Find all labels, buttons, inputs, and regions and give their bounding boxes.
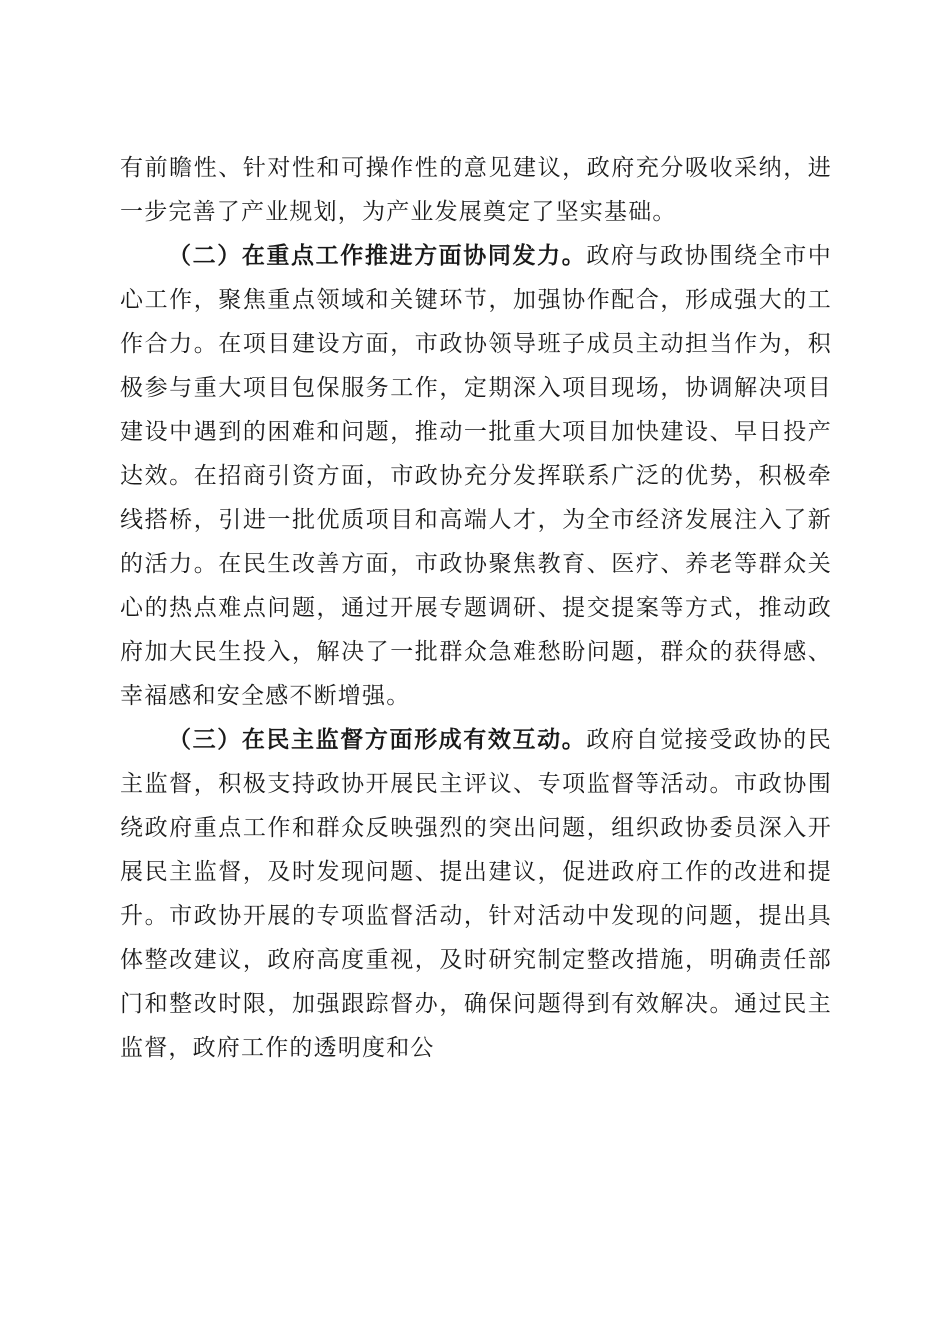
- paragraph-text: 政府自觉接受政协的民主监督，积极支持政协开展民主评议、专项监督等活动。市政协围绕政府重点工作和群众反映强烈的突出问题，组织政协委员深入开展民主监督，及时发现问题、提出建议，促进政府工作的改进和提升。市政协开展的专项监督活动，针对活动中发现的问题，提出具体整改建议，政府高度重视，及时研究制定整改措施，明确责任部门和整改时限，加强跟踪督办，确保问题得到有效解决。通过民主监督，政府工作的透明度和公: [120, 727, 832, 1061]
- paragraph-text: 政府与政协围绕全市中心工作，聚焦重点领域和关键环节，加强协作配合，形成强大的工作合力。在项目建设方面，市政协领导班子成员主动担当作为，积极参与重大项目包保服务工作，定期深入项目现场，协调解决项目建设中遇到的困难和问题，推动一批重大项目加快建设、早日投产达效。在招商引资方面，市政协充分发挥联系广泛的优势，积极牵线搭桥，引进一批优质项目和高端人才，为全市经济发展注入了新的活力。在民生改善方面，市政协聚焦教育、医疗、养老等群众关心的热点难点问题，通过开展专题调研、提交提案等方式，推动政府加大民生投入，解决了一批群众急难愁盼问题，群众的获得感、幸福感和安全感不断增强。: [120, 243, 832, 709]
- paragraph-continuation: [120, 146, 832, 234]
- document-body: [120, 146, 832, 1070]
- section-heading-two: （二）在重点工作推进方面协同发力。: [168, 243, 587, 269]
- paragraph-text: 有前瞻性、针对性和可操作性的意见建议，政府充分吸收采纳，进一步完善了产业规划，为产业发展奠定了坚实基础。: [120, 155, 832, 225]
- section-heading-three: （三）在民主监督方面形成有效互动。: [168, 727, 587, 753]
- paragraph-section-three: [120, 718, 832, 1070]
- paragraph-section-two: [120, 234, 832, 718]
